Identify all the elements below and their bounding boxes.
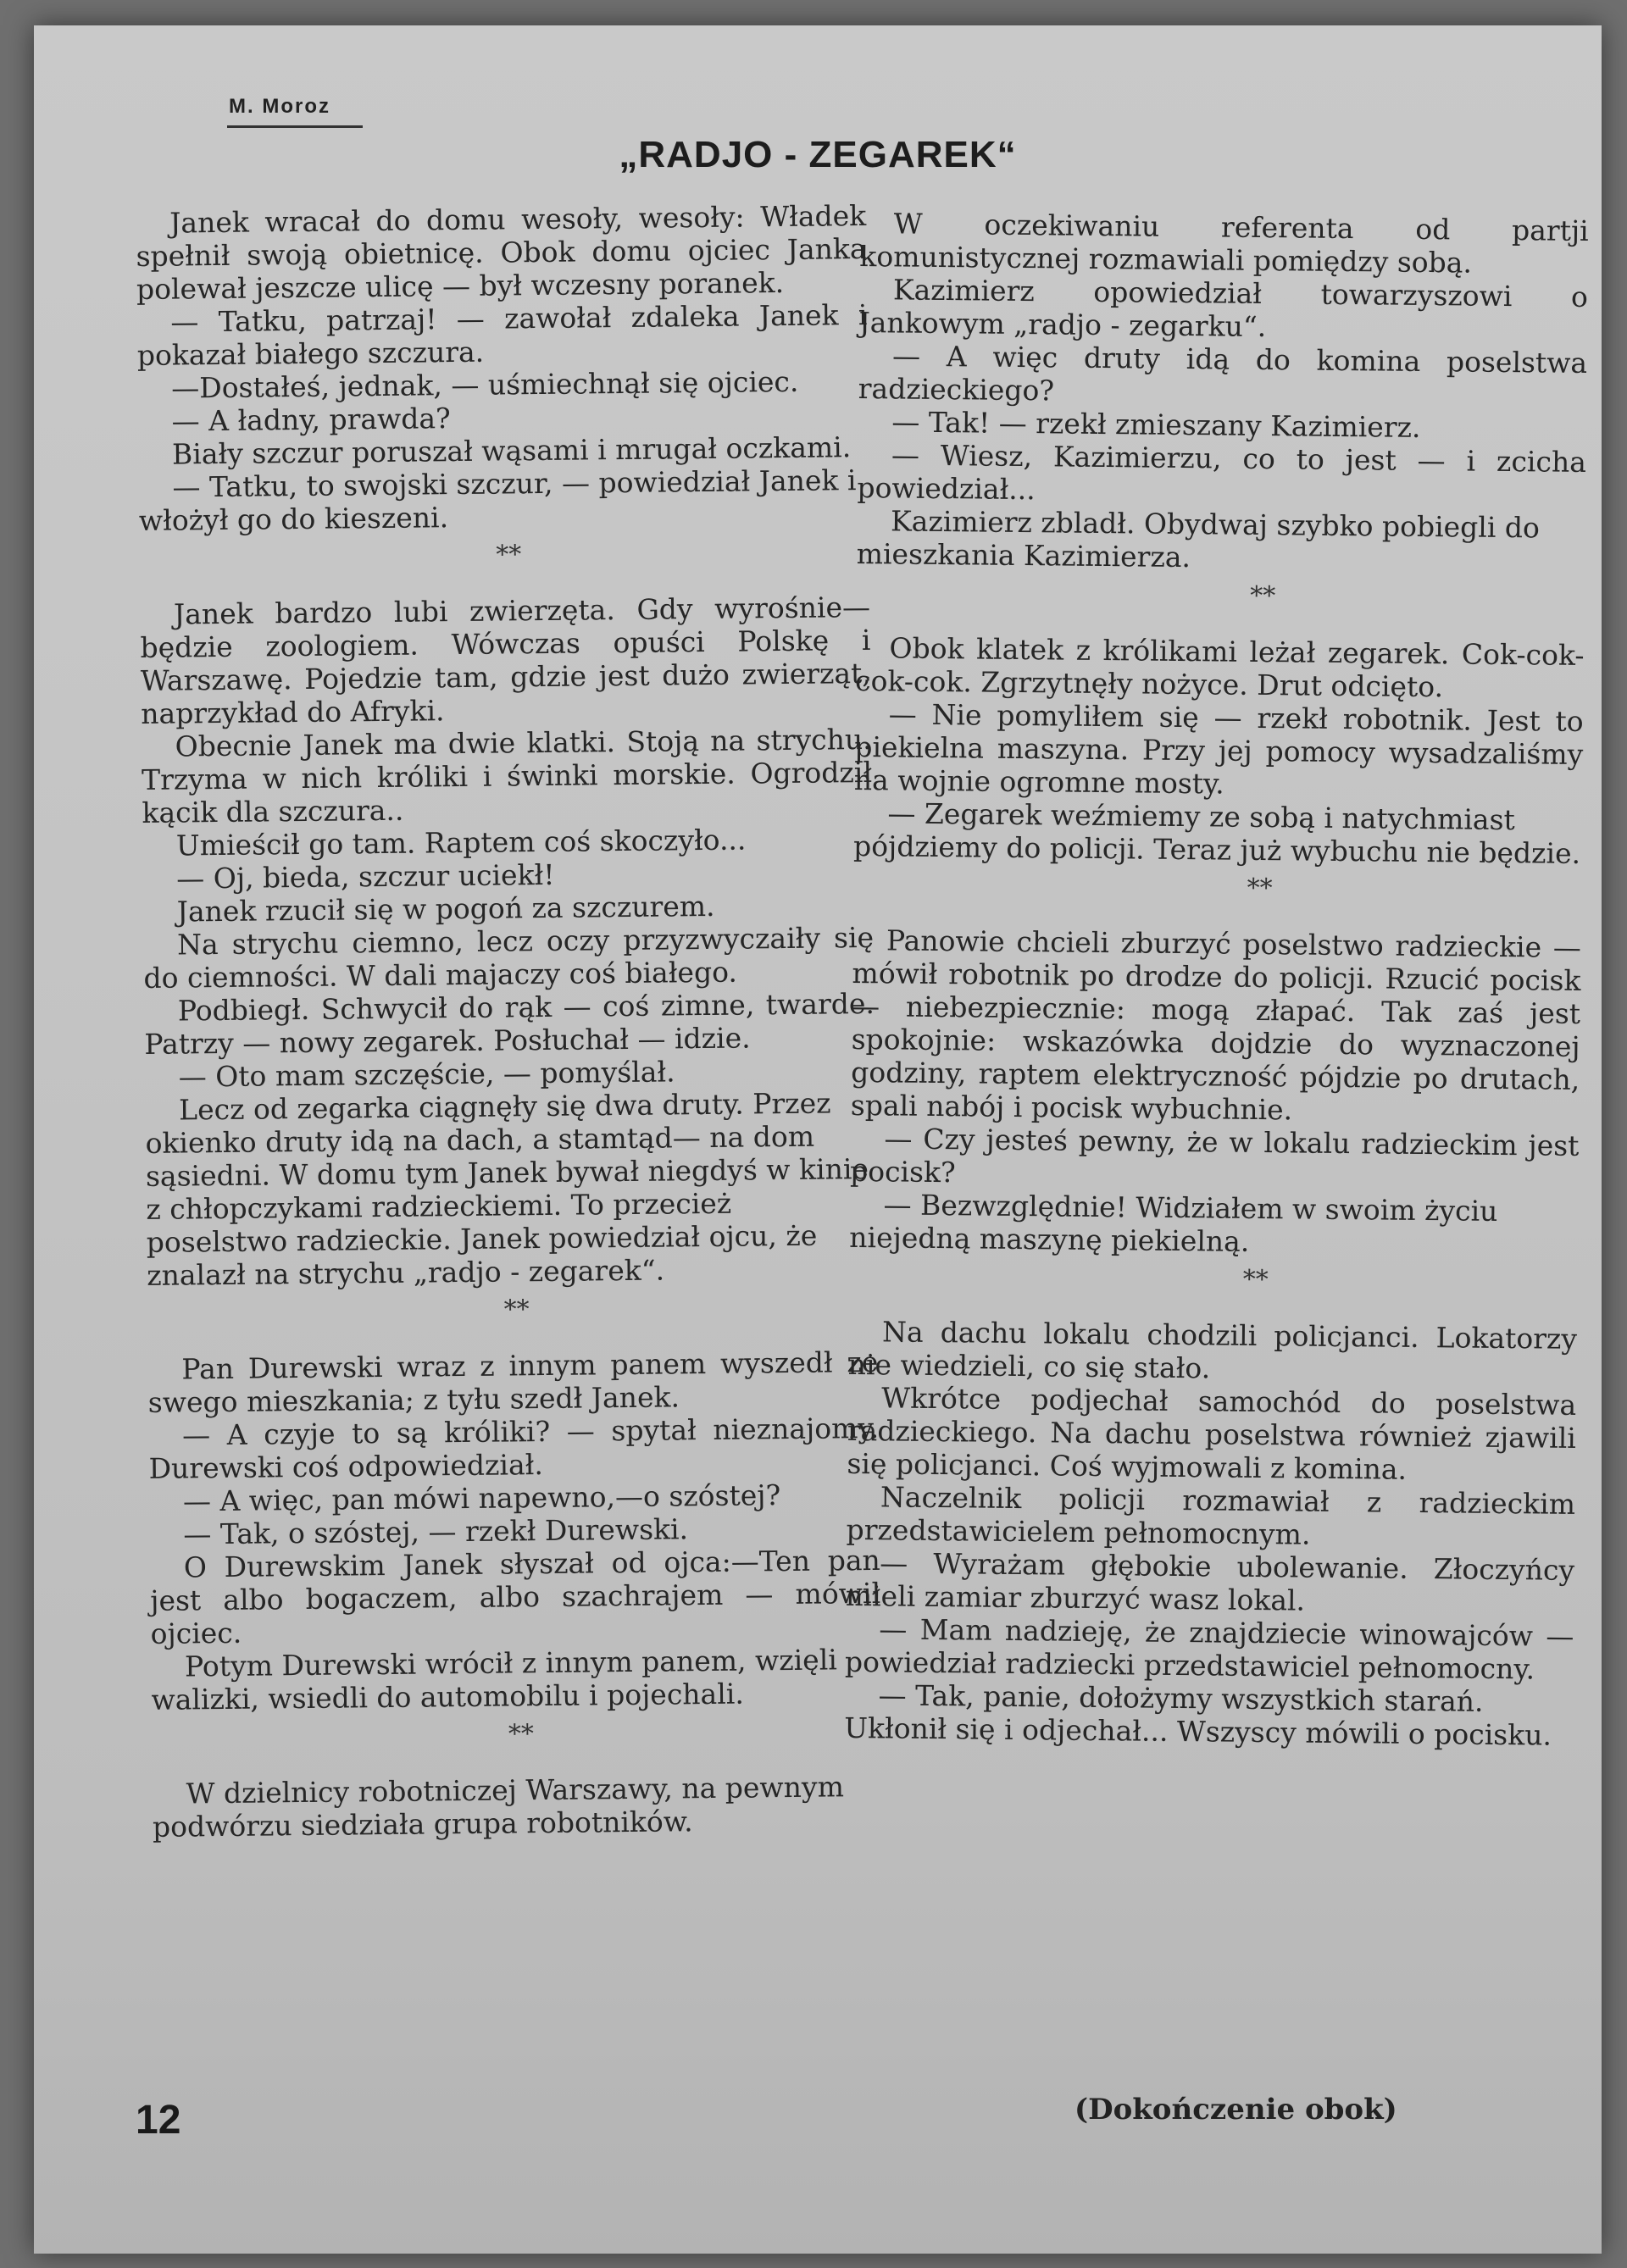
- paragraph: Kazimierz zbladł. Obydwaj szybko pobiegli do mieszkania Kazimierza.: [856, 504, 1541, 574]
- section-separator: [152, 1709, 883, 1777]
- paragraph: — A ładny, prawda?: [171, 402, 451, 438]
- separator-asterisks: **: [496, 540, 522, 570]
- paragraph: — Tak, o szóstej, — rzekł Durewski.: [183, 1512, 689, 1551]
- paragraph: — Bezwzględnie! Widziałem w swoim życiu niejedną maszynę piekielną.: [849, 1188, 1498, 1258]
- paragraph: — Tak! — rzekł zmieszany Kazimierz.: [891, 405, 1421, 444]
- paragraph: Pan Durewski wraz z innym panem wyszedł ze swego mieszkania; z tyłu szedł Janek.: [147, 1345, 879, 1419]
- paragraph: — Nie pomyliłem się — rzekł robotnik. Jest to piekielna maszyna. Przy jej pomocy wysadzaliśmy na wojnie ogromne mosty.: [853, 697, 1584, 801]
- paragraph: — A więc druty idą do komina poselstwa radzieckiego?: [858, 339, 1588, 408]
- right-column: [844, 207, 1589, 1752]
- paragraph: —Dostałeś, jednak, — uśmiechnął się ojciec.: [171, 364, 799, 405]
- paragraph: Podbiegł. Schwycił do rąk — coś zimne, twarde. Patrzy — nowy zegarek. Posłuchał — idzie.: [144, 986, 875, 1061]
- paragraph: Janek wracał do domu wesoły, wesoły: Władek spełnił swoją obietnicę. Obok domu ojciec Janka polewał jeszcze ulicę — był wczesny poranek.: [136, 198, 867, 306]
- paragraph: Na dachu lokalu chodzili policjanci. Lokatorzy nie wiedzieli, co się stało.: [847, 1315, 1578, 1385]
- paragraph: — Tak, panie, dołożymy wszystkich starań. Ukłonił się i odjechał... Wszyscy mówili o pocisku.: [843, 1678, 1552, 1752]
- paragraph: Wkrótce podjechał samochód do poselstwa radzieckiego. Na dachu poselstwa również zjawili się policjanci. Coś wyjmowali z komina.: [847, 1381, 1577, 1486]
- paragraph: — A więc, pan mówi napewno,—o szóstej?: [182, 1478, 781, 1518]
- author-underline: [227, 125, 363, 128]
- paragraph: W dzielnicy robotniczej Warszawy, na pewnym podwórzu siedziała grupa robotników.: [152, 1770, 845, 1844]
- paragraph: Panowie chcieli zburzyć poselstwo radzieckie — mówił robotnik po drodze do policji. Rzucić pocisk — niebezpiecznie: mogą złapać. Tak zaś jest spokojnie: wskazówka dojdzie do wyznaczonej godziny, raptem elektryczność pójdzie po drutach, spali nabój i pocisk wybuchnie.: [850, 923, 1582, 1127]
- section-separator: [139, 530, 870, 598]
- section-separator: [929, 863, 1582, 931]
- section-separator: [932, 571, 1585, 639]
- paragraph: Obecnie Janek ma dwie klatki. Stoją na strychu. Trzyma w nich króliki i świnki morskie. Ogrodził kącik dla szczura..: [141, 722, 873, 829]
- section-separator: [925, 1255, 1578, 1323]
- paragraph: Potym Durewski wrócił z innym panem, wzięli walizki, wsiedli do automobilu i pojechali.: [151, 1643, 838, 1716]
- paragraph: — Tatku, to swojski szczur, — powiedział Janek i włożył go do kieszeni.: [138, 463, 857, 537]
- paragraph: — Tatku, patrzaj! — zawołał zdaleka Janek i pokazał białego szczura.: [136, 297, 868, 372]
- separator-asterisks: **: [508, 1719, 535, 1750]
- paragraph: Lecz od zegarka ciągnęły się dwa druty. Przez okienko druty idą na dach, a stamtąd— na dom sąsiedni. W domu tym Janek bywał niegdyś w kinie z chłopczykami radzieckiemi. To przecież poselstwo radzieckie. Janek powiedział ojcu, że znalazł na strychu „radjo - zegarek“.: [145, 1086, 869, 1292]
- paragraph: Na strychu ciemno, lecz oczy przyzwyczaiły się do ciemności. W dali majaczy coś białego.: [143, 920, 875, 995]
- continued-note: (Dokończenie obok): [1074, 2093, 1397, 2127]
- paragraph: Naczelnik policji rozmawiał z radzieckim przedstawicielem pełnomocnym.: [846, 1480, 1576, 1551]
- separator-asterisks: **: [503, 1295, 530, 1325]
- paragraph: Janek bardzo lubi zwierzęta. Gdy wyrośnie— będzie zoologiem. Wówczas opuści Polskę i Warszawę. Pojedzie tam, gdzie jest dużo zwierząt, naprzykład do Afryki.: [140, 590, 872, 730]
- paragraph: — Oto mam szczęście, — pomyślał.: [178, 1055, 675, 1094]
- paragraph: — A czyje to są króliki? — spytał nieznajomy. Durewski coś odpowiedział.: [148, 1411, 880, 1485]
- separator-asterisks: **: [1242, 1264, 1269, 1295]
- left-column: [136, 199, 883, 1844]
- separator-asterisks: **: [1247, 873, 1273, 904]
- paragraph: Biały szczur poruszał wąsami i mrugał oczkami.: [171, 430, 852, 471]
- paragraph: O Durewskim Janek słyszał od ojca:—Ten pan jest albo bogaczem, albo szachrajem — mówił ojciec.: [150, 1543, 881, 1650]
- paragraph: W oczekiwaniu referenta od partji komunistycznej rozmawiali pomiędzy sobą.: [859, 207, 1589, 280]
- author-name: M. Moroz: [229, 95, 330, 118]
- paragraph: — Mam nadzieję, że znajdziecie winowajców — powiedział radziecki przedstawiciel pełnomocny.: [844, 1612, 1574, 1686]
- page-number: 12: [136, 2098, 181, 2143]
- paragraph: — Czy jesteś pewny, że w lokalu radzieckim jest pocisk?: [849, 1122, 1580, 1189]
- paragraph: — Zegarek weźmiemy ze sobą i natychmiast pójdziemy do policji. Teraz już wybuchu nie będzie.: [852, 796, 1581, 870]
- paragraph: — Oj, bieda, szczur uciekł!: [176, 857, 555, 896]
- magazine-page: [34, 25, 1602, 2254]
- paragraph: Kazimierz opowiedział towarzyszowi o Jankowym „radjo - zegarku“.: [858, 273, 1589, 344]
- separator-asterisks: **: [1250, 580, 1276, 612]
- paragraph: Janek rzucił się w pogoń za szczurem.: [176, 889, 715, 929]
- paragraph: Umieścił go tam. Raptem coś skoczyło...: [175, 823, 747, 862]
- article-title: „RADJO - ZEGAREK“: [619, 134, 1017, 175]
- paragraph: Obok klatek z królikami leżał zegarek. Cok-cok-cok-cok. Zgrzytnęły nożyce. Drut odcięto.: [854, 631, 1585, 704]
- section-separator: [147, 1284, 878, 1353]
- paragraph: — Wiesz, Kazimierzu, co to jest — i zcicha powiedział...: [857, 438, 1587, 507]
- paragraph: — Wyrażam głębokie ubolewanie. Złoczyńcy mieli zamiar zburzyć wasz lokal.: [845, 1546, 1575, 1617]
